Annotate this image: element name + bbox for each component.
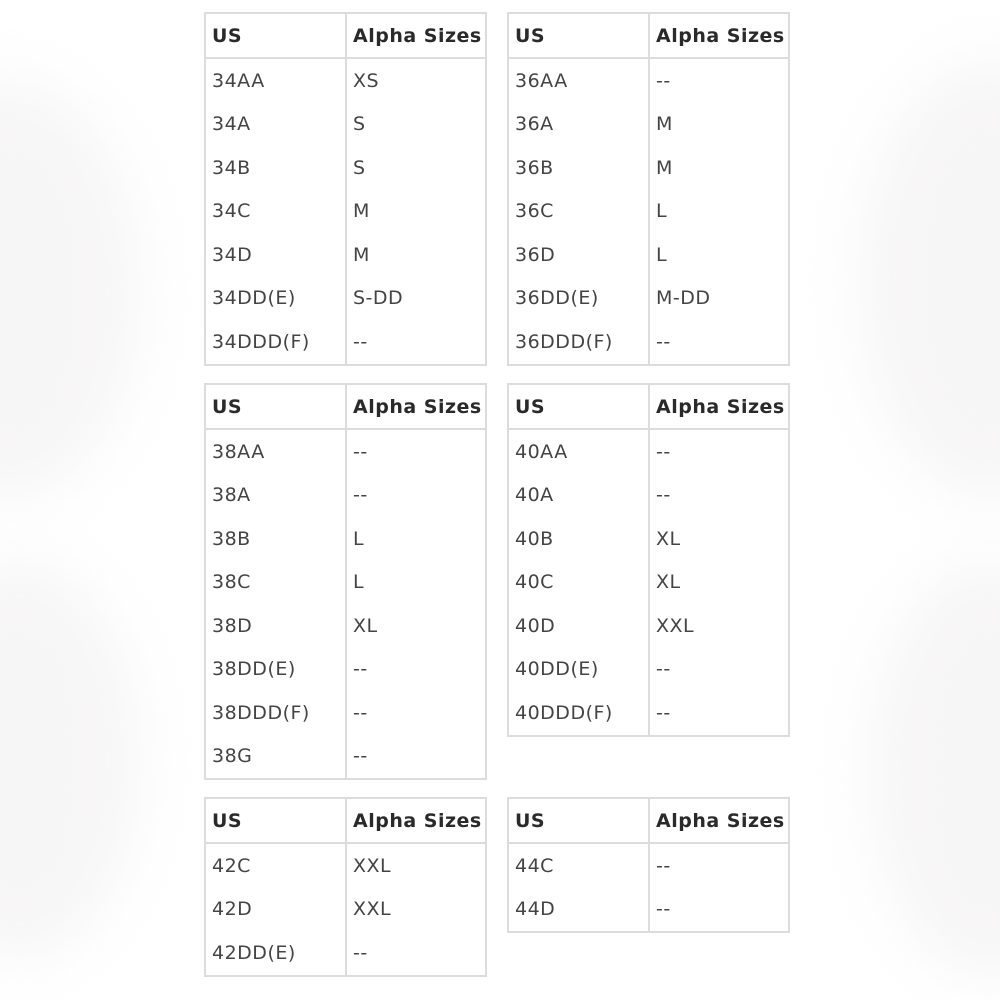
header-us [509,396,650,418]
alpha-size-value: XXL [656,614,695,637]
background-shade [860,60,1000,500]
header-us [509,810,650,832]
alpha-size-value: -- [353,440,368,463]
alpha-size-cell [347,528,364,550]
alpha-size-value: -- [656,898,671,921]
alpha-size-cell [347,200,370,222]
table-header-row [206,14,485,59]
header-label: US [212,24,243,47]
us-size-value: 44C [515,854,554,877]
us-size-cell [509,331,650,353]
us-size-value: 36A [515,113,554,136]
table-row [206,430,485,474]
us-size-cell [206,200,347,222]
size-table-40 [507,383,790,737]
us-size-value: 36DDD(F) [515,330,613,353]
alpha-size-cell [347,441,368,463]
alpha-size-cell [650,441,671,463]
alpha-size-cell [347,702,368,724]
header-alpha-sizes [347,396,482,418]
alpha-size-value: -- [656,330,671,353]
us-size-value: 34C [212,200,251,223]
table-row [509,103,788,147]
alpha-size-value: XL [656,571,681,594]
us-size-value: 36DD(E) [515,287,599,310]
header-label: Alpha Sizes [353,395,482,418]
header-label: Alpha Sizes [656,395,785,418]
us-size-cell [206,745,347,767]
alpha-size-value: -- [353,658,368,681]
alpha-size-value: M [656,113,673,136]
header-alpha-sizes [347,25,482,47]
header-label: US [515,24,546,47]
us-size-value: 36B [515,156,554,179]
alpha-size-cell [347,658,368,680]
alpha-size-cell [347,244,370,266]
us-size-value: 34A [212,113,251,136]
header-us [206,810,347,832]
alpha-size-cell [347,615,378,637]
us-size-cell [206,157,347,179]
header-label: Alpha Sizes [353,24,482,47]
table-row [206,59,485,103]
alpha-size-cell [347,745,368,767]
header-label: Alpha Sizes [353,809,482,832]
us-size-cell [206,287,347,309]
table-header-row [509,14,788,59]
alpha-size-value: XXL [353,854,392,877]
header-alpha-sizes [650,25,785,47]
table-row [206,648,485,692]
table-row [206,233,485,277]
alpha-size-cell [650,287,711,309]
us-size-cell [509,200,650,222]
us-size-cell [509,528,650,550]
us-size-value: 34DDD(F) [212,330,310,353]
us-size-cell [206,244,347,266]
header-us [509,25,650,47]
alpha-size-cell [650,615,694,637]
table-row [509,59,788,103]
alpha-size-cell [650,113,673,135]
us-size-value: 38DD(E) [212,658,296,681]
alpha-size-value: -- [656,484,671,507]
alpha-size-value: -- [656,69,671,92]
table-row [206,146,485,190]
table-row [206,888,485,932]
table-row [206,320,485,364]
alpha-size-value: M-DD [656,287,711,310]
table-row [206,277,485,321]
us-size-value: 42D [212,898,253,921]
us-size-cell [509,658,650,680]
header-label: US [212,809,243,832]
alpha-size-cell [650,157,673,179]
alpha-size-value: L [353,571,365,594]
us-size-cell [509,113,650,135]
table-row [509,691,788,735]
alpha-size-value: -- [353,941,368,964]
table-row [509,277,788,321]
table-header-row [509,799,788,844]
us-size-value: 36AA [515,69,568,92]
us-size-cell [206,942,347,964]
us-size-cell [206,898,347,920]
table-row [509,561,788,605]
alpha-size-cell [347,571,364,593]
us-size-value: 38C [212,571,251,594]
background-shade [0,560,140,960]
alpha-size-value: L [353,527,365,550]
us-size-cell [509,571,650,593]
size-table-36 [507,12,790,366]
us-size-value: 40A [515,484,554,507]
us-size-cell [206,331,347,353]
table-row [509,430,788,474]
us-size-value: 36C [515,200,554,223]
alpha-size-cell [650,244,667,266]
us-size-cell [509,702,650,724]
alpha-size-value: L [656,200,668,223]
alpha-size-cell [347,484,368,506]
alpha-size-cell [347,157,366,179]
alpha-size-cell [650,200,667,222]
alpha-size-cell [347,331,368,353]
table-row [509,517,788,561]
us-size-cell [509,898,650,920]
alpha-size-cell [650,571,681,593]
us-size-value: 44D [515,898,556,921]
us-size-value: 40AA [515,440,568,463]
alpha-size-cell [347,287,403,309]
alpha-size-value: -- [353,330,368,353]
alpha-size-cell [650,898,671,920]
alpha-size-cell [650,528,681,550]
size-table-38 [204,383,487,780]
us-size-cell [206,615,347,637]
us-size-cell [206,658,347,680]
table-row [509,146,788,190]
header-alpha-sizes [650,810,785,832]
header-alpha-sizes [347,810,482,832]
table-row [509,190,788,234]
alpha-size-value: M [353,200,370,223]
us-size-value: 40D [515,614,556,637]
us-size-value: 38G [212,745,253,768]
us-size-cell [509,855,650,877]
us-size-value: 38B [212,527,251,550]
table-row [206,103,485,147]
alpha-size-value: -- [353,484,368,507]
us-size-value: 42C [212,854,251,877]
header-us [206,396,347,418]
alpha-size-cell [650,855,671,877]
header-label: Alpha Sizes [656,24,785,47]
us-size-cell [206,484,347,506]
table-row [206,691,485,735]
alpha-size-cell [347,942,368,964]
size-table-42 [204,797,487,977]
us-size-value: 38DDD(F) [212,701,310,724]
header-alpha-sizes [650,396,785,418]
table-row [206,931,485,975]
alpha-size-value: S [353,113,366,136]
table-row [206,844,485,888]
alpha-size-cell [347,70,379,92]
alpha-size-cell [347,855,391,877]
us-size-value: 38A [212,484,251,507]
table-row [509,320,788,364]
size-table-44 [507,797,790,933]
alpha-size-cell [650,484,671,506]
table-row [509,604,788,648]
us-size-value: 38D [212,614,253,637]
table-row [509,474,788,518]
table-row [509,888,788,932]
us-size-value: 40DDD(F) [515,701,613,724]
header-label: US [515,809,546,832]
us-size-value: 34AA [212,69,265,92]
us-size-value: 38AA [212,440,265,463]
table-header-row [509,385,788,430]
us-size-cell [509,70,650,92]
table-row [206,474,485,518]
alpha-size-value: XL [353,614,378,637]
us-size-cell [206,528,347,550]
table-header-row [206,799,485,844]
alpha-size-cell [650,70,671,92]
alpha-size-value: M [656,156,673,179]
us-size-value: 42DD(E) [212,941,296,964]
alpha-size-cell [650,702,671,724]
alpha-size-value: L [656,243,668,266]
alpha-size-value: XL [656,527,681,550]
alpha-size-value: XXL [353,898,392,921]
us-size-value: 34DD(E) [212,287,296,310]
alpha-size-value: -- [353,745,368,768]
alpha-size-value: -- [656,701,671,724]
table-row [206,735,485,779]
us-size-value: 34B [212,156,251,179]
us-size-value: 40DD(E) [515,658,599,681]
table-header-row [206,385,485,430]
us-size-cell [206,113,347,135]
alpha-size-value: M [353,243,370,266]
table-row [206,604,485,648]
header-label: Alpha Sizes [656,809,785,832]
alpha-size-value: S-DD [353,287,404,310]
us-size-cell [509,441,650,463]
background-shade [0,80,140,500]
us-size-cell [509,244,650,266]
size-table-34 [204,12,487,366]
alpha-size-value: -- [353,701,368,724]
header-label: US [212,395,243,418]
us-size-cell [206,571,347,593]
table-row [206,517,485,561]
us-size-cell [206,702,347,724]
header-us [206,25,347,47]
alpha-size-value: -- [656,854,671,877]
alpha-size-cell [650,658,671,680]
us-size-cell [509,484,650,506]
us-size-cell [509,615,650,637]
alpha-size-value: -- [656,440,671,463]
table-row [509,844,788,888]
us-size-value: 40B [515,527,554,550]
alpha-size-value: S [353,156,366,179]
us-size-value: 36D [515,243,556,266]
us-size-value: 34D [212,243,253,266]
table-row [509,648,788,692]
us-size-cell [206,441,347,463]
alpha-size-value: XS [353,69,380,92]
alpha-size-cell [347,113,366,135]
alpha-size-cell [650,331,671,353]
us-size-cell [509,287,650,309]
us-size-cell [509,157,650,179]
table-row [206,190,485,234]
table-row [509,233,788,277]
alpha-size-cell [347,898,391,920]
table-row [206,561,485,605]
us-size-cell [206,70,347,92]
background-shade [870,560,1000,980]
us-size-cell [206,855,347,877]
header-label: US [515,395,546,418]
alpha-size-value: -- [656,658,671,681]
us-size-value: 40C [515,571,554,594]
